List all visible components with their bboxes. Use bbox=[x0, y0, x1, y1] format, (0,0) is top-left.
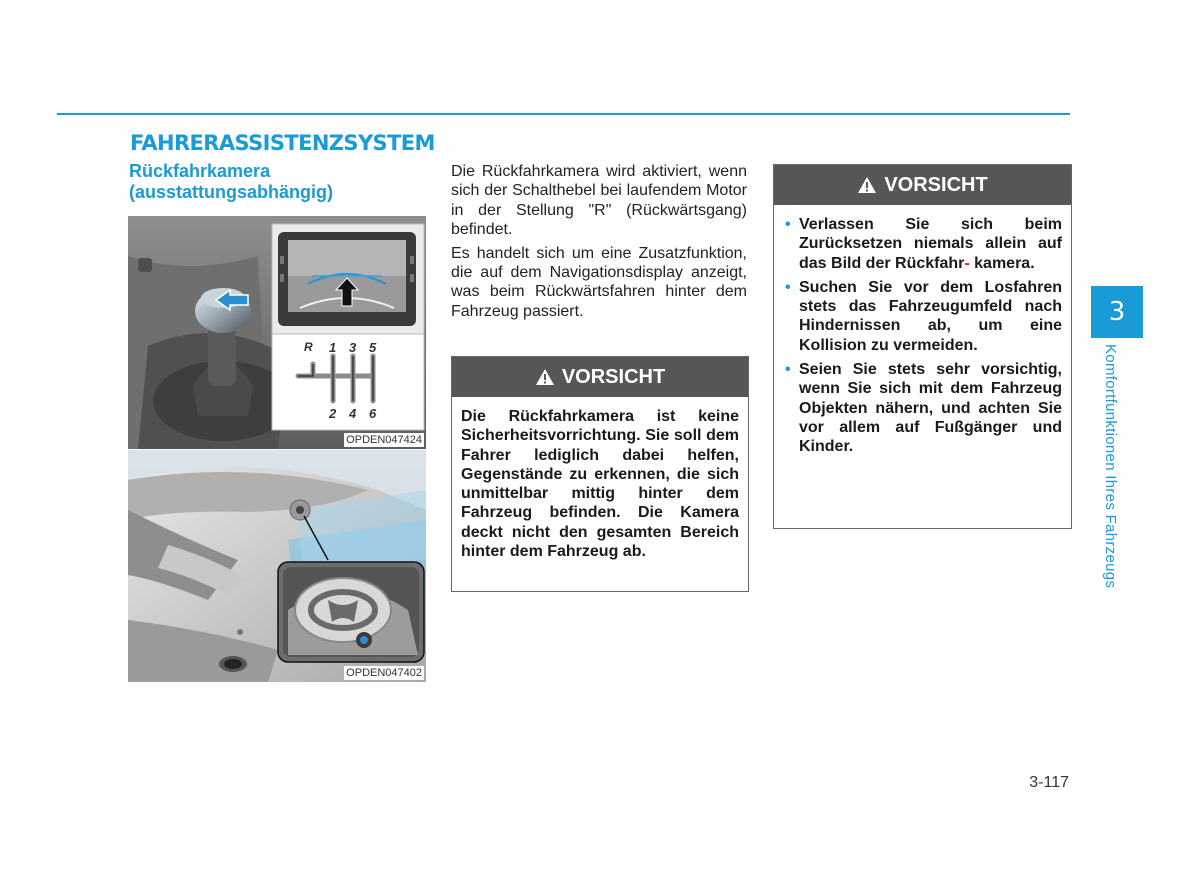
caution-header-label: VORSICHT bbox=[884, 173, 988, 196]
caution-text: Die Rückfahrkamera ist keine Sicherheitsvorrichtung. Sie soll dem Fahrer lediglich dabei helfen, Gegenstände zu erkennen, die sich unmittelbar mittig hinter dem Fahrzeug befinden. Die Kamera deckt nicht den gesamten Bereich hinter dem Fahrzeug ab. bbox=[461, 408, 739, 561]
gear-label-3: 3 bbox=[349, 340, 357, 355]
caution-item-text: Seien Sie stets sehr vorsichtig, wenn Sie sich mit dem Fahrzeug Objekten nähern, und achten Sie vor allem auf Fußgänger und Kinder. bbox=[799, 361, 1062, 456]
bullet-icon: • bbox=[785, 278, 791, 296]
caution-box bbox=[451, 356, 749, 592]
subsection-title bbox=[129, 161, 429, 203]
bullet-icon: • bbox=[785, 361, 791, 379]
caution-list-item bbox=[783, 360, 1062, 456]
caution-list-item bbox=[783, 278, 1062, 355]
figure-code: OPDEN047424 bbox=[346, 434, 422, 446]
page-number: 3-117 bbox=[1029, 774, 1069, 791]
rear-camera-illustration bbox=[128, 450, 426, 682]
caution-header-label: VORSICHT bbox=[561, 365, 666, 388]
hyphen-mark: - bbox=[964, 254, 970, 272]
caution-item-text: Suchen Sie vor dem Losfahren stets das Fahrzeugumfeld nach Hindernissen ab, um eine Kollision zu vermeiden. bbox=[799, 278, 1062, 354]
chapter-number-tab: 3 bbox=[1091, 286, 1143, 338]
gear-label-r: R bbox=[304, 340, 313, 354]
subsection-title-line1: Rückfahrkamera bbox=[129, 161, 271, 181]
gear-label-5: 5 bbox=[369, 340, 377, 355]
warning-icon bbox=[535, 368, 555, 386]
gear-label-4: 4 bbox=[349, 406, 357, 421]
caution-header bbox=[452, 357, 748, 397]
chapter-label: Komfortfunktionen Ihres Fahrzeugs bbox=[1102, 344, 1119, 589]
figure-code: OPDEN047402 bbox=[346, 667, 422, 679]
gear-shift-figure bbox=[128, 216, 426, 449]
subsection-title-line2: (ausstattungsabhängig) bbox=[129, 182, 334, 202]
bullet-icon: • bbox=[785, 216, 791, 233]
section-title: FAHRERASSISTENZSYSTEM bbox=[130, 131, 435, 155]
body-paragraph: Es handelt sich um eine Zusatzfunktion, die auf dem Navigationsdisplay anzeigt, was beim Rückwärtsfahren hinter dem Fahrzeug passiert. bbox=[451, 244, 747, 320]
body-text bbox=[451, 162, 747, 325]
caution-list-body bbox=[774, 205, 1071, 474]
top-rule bbox=[57, 113, 1070, 115]
body-paragraph: Die Rückfahrkamera wird aktiviert, wenn sich der Schalthebel bei laufendem Motor in der Stellung "R" (Rückwärtsgang) befindet. bbox=[451, 163, 747, 239]
caution-list bbox=[783, 215, 1062, 457]
gear-shift-illustration bbox=[128, 216, 426, 449]
gear-label-1: 1 bbox=[329, 340, 337, 355]
caution-item-text: Verlassen Sie sich beim Zurücksetzen niemals allein auf das Bild der Rückfahr bbox=[799, 216, 1062, 272]
warning-icon bbox=[857, 176, 877, 194]
caution-box bbox=[773, 164, 1072, 529]
gear-label-2: 2 bbox=[329, 406, 337, 421]
caution-item-text-cont: kamera. bbox=[974, 254, 1035, 272]
rear-camera-figure bbox=[128, 450, 426, 682]
gear-label-6: 6 bbox=[369, 406, 377, 421]
caution-header bbox=[774, 165, 1071, 205]
caution-list-item bbox=[783, 215, 1062, 273]
